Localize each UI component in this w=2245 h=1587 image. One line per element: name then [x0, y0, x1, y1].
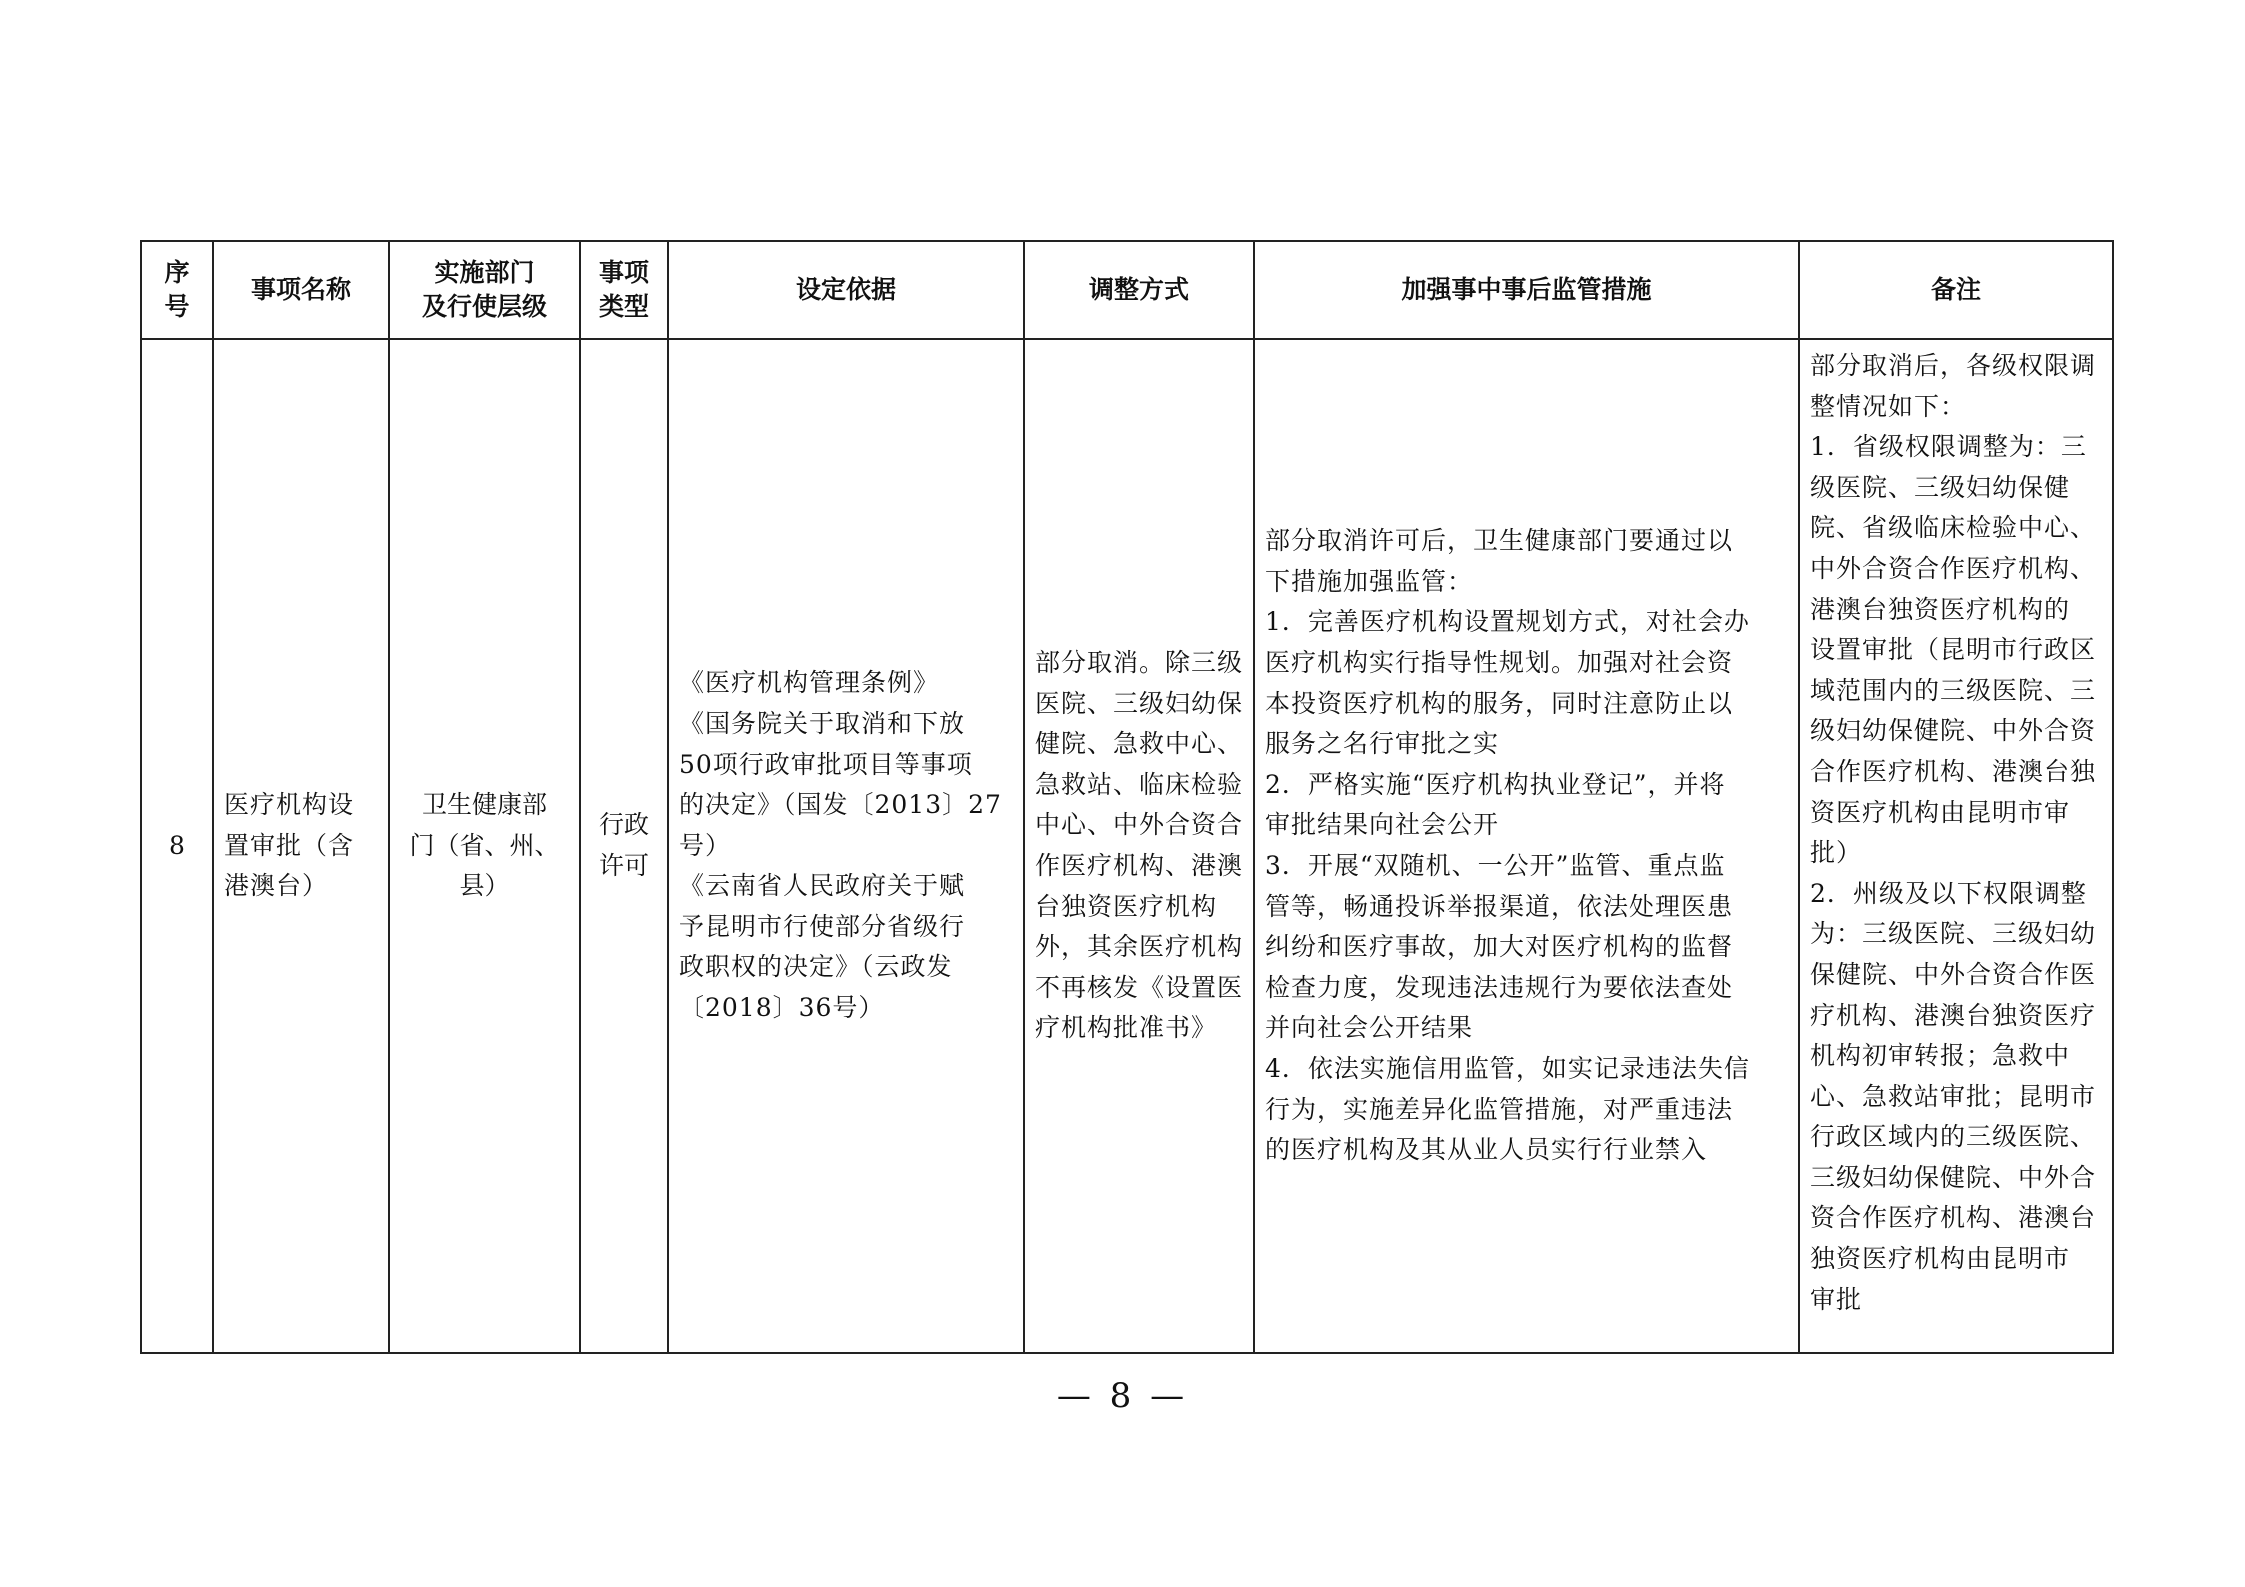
header-seq: 序 号 [141, 241, 213, 339]
cell-supervision: 部分取消许可后，卫生健康部门要通过以 下措施加强监管： 1．完善医疗机构设置规划方式，对社会办 医疗机构实行指导性规划。加强对社会资 本投资医疗机构的服务，同时注意防止以 服务之名行审批之实 2．严格实施“医疗机构执业登记”，并将 审批结果向社会公开 3．开展“双随机、一公开”监管、重点监 管等，畅通投诉举报渠道，依法处理医患 纠纷和医疗事故，加大对医疗机构的监督 检查力度，发现违法违规行为要依法查处 并向社会公开结果 4．依法实施信用监管，如实记录违法失信 行为，实施差异化监管措施，对严重违法 的医疗机构及其从业人员实行行业禁入 [1254, 339, 1799, 1353]
header-supervision: 加强事中事后监管措施 [1254, 241, 1799, 339]
cell-basis: 《医疗机构管理条例》 《国务院关于取消和下放 50项行政审批项目等事项 的决定》（国发〔2013〕27 号） 《云南省人民政府关于赋 予昆明市行使部分省级行 政职权的决定》（云政发 〔2018〕36号） [668, 339, 1024, 1353]
header-row [141, 241, 2113, 339]
cell-department: 卫生健康部 门（省、州、 县） [389, 339, 580, 1353]
cell-type: 行政 许可 [580, 339, 668, 1353]
cell-remarks: 部分取消后，各级权限调 整情况如下： 1．省级权限调整为：三 级医院、三级妇幼保健 院、省级临床检验中心、 中外合资合作医疗机构、 港澳台独资医疗机构的 设置审批（昆明市行政区 域范围内的三级医院、三 级妇幼保健院、中外合资 合作医疗机构、港澳台独 资医疗机构由昆明市审 批） 2．州级及以下权限调整 为：三级医院、三级妇幼 保健院、中外合资合作医 疗机构、港澳台独资医疗 机构初审转报；急救中 心、急救站审批；昆明市 行政区域内的三级医院、 三级妇幼保健院、中外合 资合作医疗机构、港澳台 独资医疗机构由昆明市 审批 [1799, 339, 2113, 1353]
cell-adjustment: 部分取消。除三级 医院、三级妇幼保 健院、急救中心、 急救站、临床检验 中心、中外合资合 作医疗机构、港澳 台独资医疗机构 外，其余医疗机构 不再核发《设置医 疗机构批准书》 [1024, 339, 1254, 1353]
cell-name: 医疗机构设 置审批（含 港澳台） [213, 339, 389, 1353]
header-name: 事项名称 [213, 241, 389, 339]
cell-seq: 8 [141, 339, 213, 1353]
header-department: 实施部门 及行使层级 [389, 241, 580, 339]
header-type: 事项 类型 [580, 241, 668, 339]
header-remarks: 备注 [1799, 241, 2113, 339]
header-basis: 设定依据 [668, 241, 1024, 339]
page-number: — 8 — [1056, 1376, 1189, 1416]
item-table [140, 240, 2114, 1354]
table-row [141, 339, 2113, 1353]
header-adjustment: 调整方式 [1024, 241, 1254, 339]
